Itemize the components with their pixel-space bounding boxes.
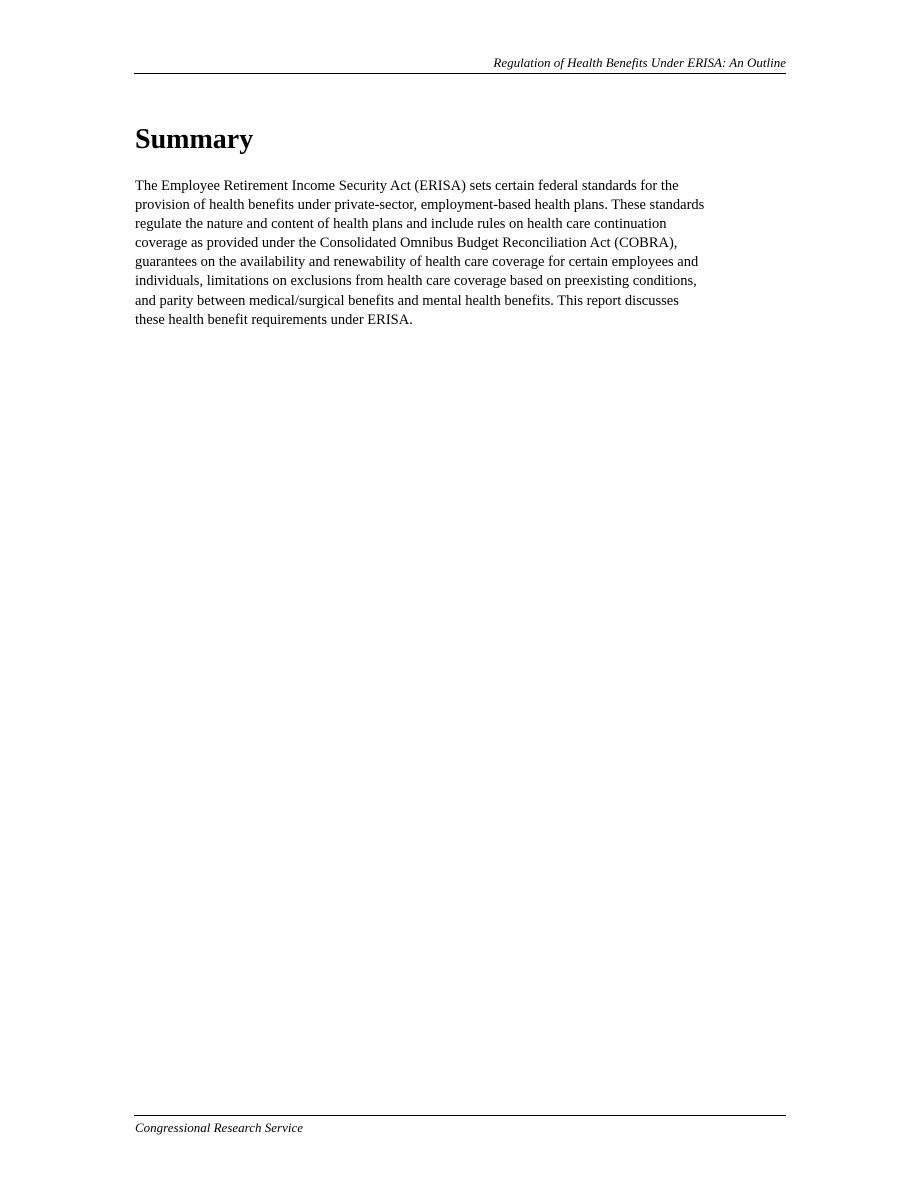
- summary-line: provision of health benefits under private-sector, employment-based health plans. These standards: [135, 197, 705, 214]
- summary-line: individuals, limitations on exclusions from health care coverage based on preexisting conditions,: [135, 273, 697, 290]
- summary-line: coverage as provided under the Consolidated Omnibus Budget Reconciliation Act (COBRA),: [135, 235, 678, 252]
- summary-line: these health benefit requirements under ERISA.: [135, 311, 413, 328]
- summary-line: regulate the nature and content of health plans and include rules on health care continuation: [135, 216, 667, 233]
- summary-line: guarantees on the availability and renewability of health care coverage for certain employees and: [135, 254, 699, 271]
- section-title: Summary: [135, 124, 254, 155]
- header-rule: [134, 73, 786, 74]
- footer-rule: [134, 1115, 786, 1116]
- running-header: Regulation of Health Benefits Under ERISA: An Outline: [493, 55, 786, 70]
- running-footer: Congressional Research Service: [135, 1120, 303, 1135]
- summary-line: and parity between medical/surgical benefits and mental health benefits. This report discusses: [135, 292, 679, 309]
- summary-paragraph: [135, 177, 786, 330]
- summary-line: The Employee Retirement Income Security Act (ERISA) sets certain federal standards for the: [135, 178, 679, 194]
